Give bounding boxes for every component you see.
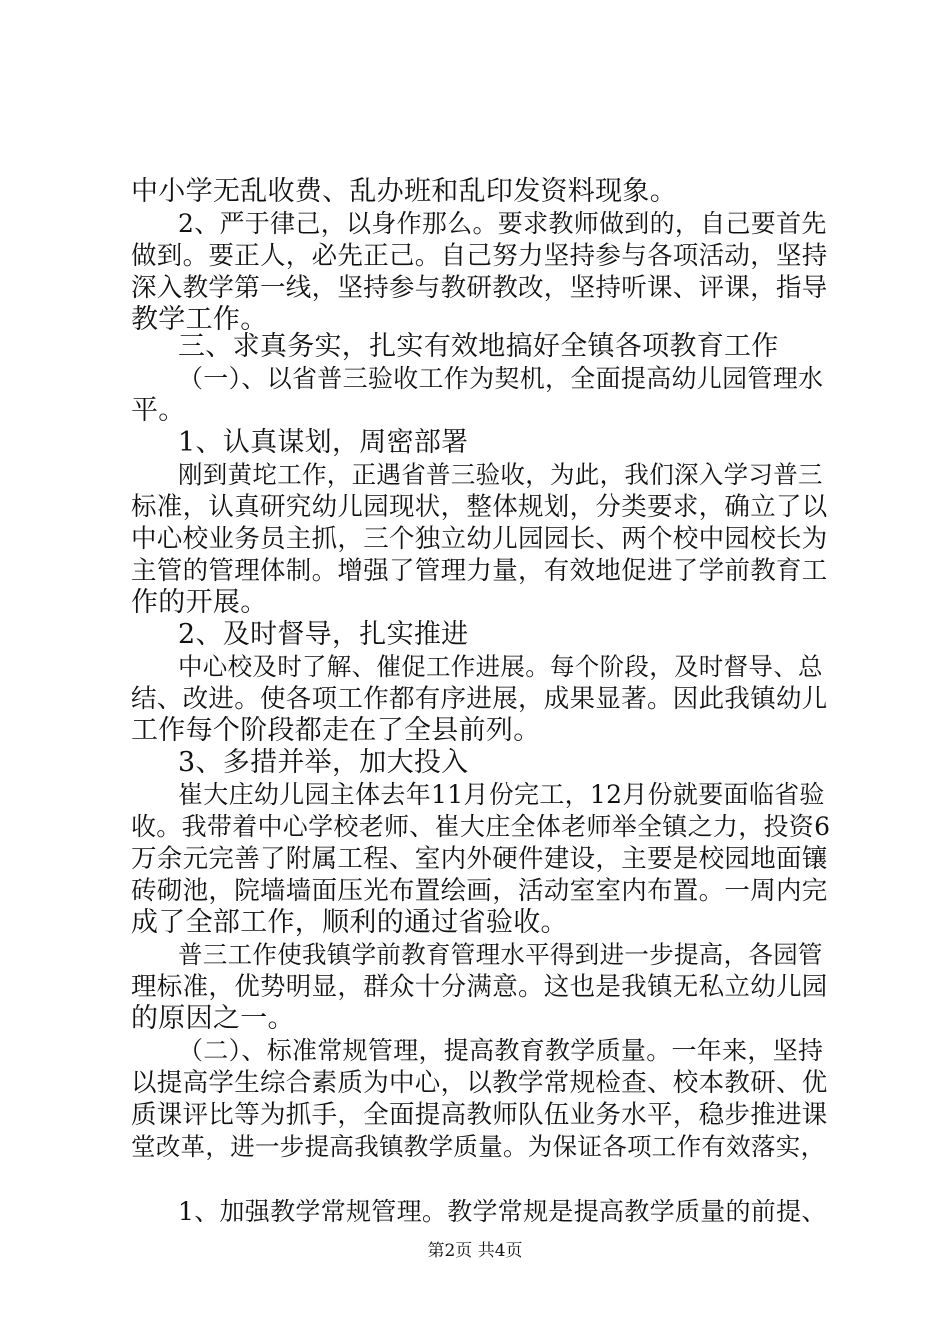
text-line: 2、严于律己，以身作那么。要求教师做到的，自己要首先 <box>178 209 827 238</box>
text-line: 中心校及时了解、催促工作进展。每个阶段，及时督导、总 <box>178 652 823 681</box>
section-heading: 三、求真务实，扎实有效地搞好全镇各项教育工作 <box>178 331 779 362</box>
text-line: 主管的管理体制。增强了管理力量，有效地促进了学前教育工 <box>131 556 828 586</box>
text-line: 作的开展。 <box>131 587 268 618</box>
text-line: 中心校业务员主抓，三个独立幼儿园园长、两个校中园校长为 <box>131 524 828 554</box>
text-line: 普三工作使我镇学前教育管理水平得到进一步提高，各园管 <box>178 940 823 969</box>
text-line: 刚到黄坨工作，正遇省普三验收，为此，我们深入学习普三 <box>178 460 823 489</box>
text-line: 中小学无乱收费、乱办班和乱印发资料现象。 <box>131 176 677 207</box>
text-line: 收。我带着中心学校老师、崔大庄全体老师举全镇之力，投资6 <box>131 812 831 841</box>
subsection-heading: （二）、标准常规管理，提高教育教学质量。一年来，坚持 <box>178 1036 824 1065</box>
item-heading: 1、认真谋划，周密部署 <box>178 427 469 458</box>
text-line: 崔大庄幼儿园主体去年11月份完工，12月份就要面临省验 <box>178 780 825 809</box>
text-line: 标准，认真研究幼儿园现状，整体规划，分类要求，确立了以 <box>131 492 828 522</box>
item-heading: 1、加强教学常规管理。教学常规是提高教学质量的前提、 <box>178 1197 827 1226</box>
text-line: 万余元完善了附属工程、室内外硬件建设，主要是校园地面镶 <box>131 844 828 874</box>
subsection-heading: （一）、以省普三验收工作为契机，全面提高幼儿园管理水 <box>178 364 824 393</box>
text-line: 结、改进。使各项工作都有序进展，成果显著。因此我镇幼儿 <box>131 684 828 714</box>
text-line: 平。 <box>131 395 186 426</box>
item-heading: 3、多措并举，加大投入 <box>178 747 469 778</box>
text-line: 理标准，优势明显，群众十分满意。这也是我镇无私立幼儿园 <box>131 972 828 1002</box>
text-line: 质课评比等为抓手，全面提高教师队伍业务水平，稳步推进课 <box>131 1100 828 1130</box>
text-line: 深入教学第一线，坚持参与教研教改，坚持听课、评课，指导 <box>131 273 828 303</box>
item-heading: 2、及时督导，扎实推进 <box>178 619 469 650</box>
text-line: 教学工作。 <box>131 304 268 335</box>
text-line: 堂改革，进一步提高我镇教学质量。为保证各项工作有效落实， <box>131 1132 826 1161</box>
text-line: 做到。要正人，必先正己。自己努力坚持参与各项活动，坚持 <box>131 241 828 271</box>
text-line: 砖砌池，院墙墙面压光布置绘画，活动室室内布置。一周内完 <box>131 876 828 906</box>
text-line: 以提高学生综合素质为中心，以教学常规检查、校本教研、优 <box>131 1068 828 1098</box>
page-number: 第2页 共4页 <box>427 1241 523 1261</box>
text-line: 成了全部工作，顺利的通过省验收。 <box>131 907 568 938</box>
text-line: 的原因之一。 <box>131 1003 295 1034</box>
text-line: 工作每个阶段都走在了全县前列。 <box>131 715 541 746</box>
